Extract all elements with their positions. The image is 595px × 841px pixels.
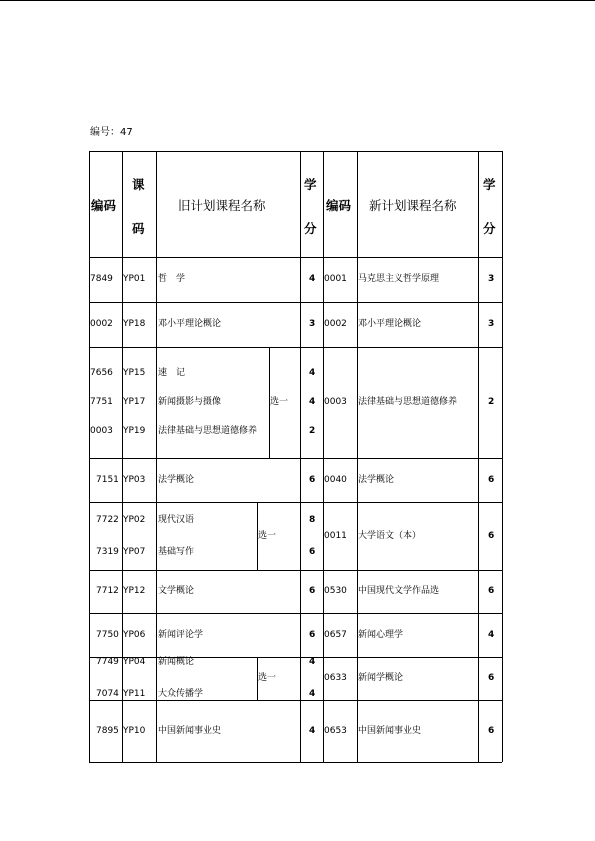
header-new-credit-top: 学 [483,177,496,192]
grid-line [122,151,123,762]
course-code: YP12 [123,586,146,596]
course-code: YP03 [123,474,146,485]
old-course-name: 文学概论 [158,586,195,596]
new-code: 0003 [324,397,347,407]
old-code: 7749 [96,657,119,667]
grid-line [89,257,502,258]
new-course-name: 法律基础与思想道德修养 [358,397,458,407]
course-code: YP07 [123,546,146,557]
old-credit: 2 [309,426,316,436]
new-credit: 3 [488,274,495,284]
new-code: 0657 [324,629,347,640]
new-credit: 6 [488,474,495,485]
old-code: 7751 [90,397,113,407]
old-credit: 8 [309,514,316,525]
course-code: YP02 [123,514,146,525]
course-code: YP17 [123,397,146,407]
header-old-code: 编码 [91,198,117,213]
grid-line [89,151,502,152]
old-code: 7656 [90,368,113,378]
new-course-name: 大学语文（本） [358,530,422,541]
grid-line [89,151,90,762]
header-old-credit-bottom: 分 [304,221,317,236]
header-new-code: 编码 [326,198,352,213]
old-credit: 6 [309,629,316,640]
old-code: 7712 [96,586,119,596]
top-rule [0,0,595,1]
header-old-credit-top: 学 [304,177,317,192]
grid-line [89,502,502,503]
course-code: YP19 [123,426,146,436]
header-new-credit-bottom: 分 [483,221,496,236]
new-code: 0040 [324,474,347,485]
old-course-name: 新闻概论 [158,657,195,667]
grid-line [89,762,502,763]
old-course-name: 现代汉语 [158,514,195,525]
grid-line [89,302,502,303]
new-course-name: 法学概论 [358,474,395,485]
header-old-name: 旧计划课程名称 [178,198,266,213]
grid-line [89,700,502,701]
old-code: 7849 [90,274,113,284]
course-code: YP15 [123,368,146,378]
new-code: 0001 [324,274,347,284]
old-course-name: 速 记 [158,368,186,378]
grid-line [89,458,502,459]
old-credit: 6 [309,586,316,596]
old-credit: 4 [309,397,316,407]
new-credit: 3 [488,319,495,329]
old-course-name: 中国新闻事业史 [158,725,222,736]
old-course-name: 新闻评论学 [158,629,204,640]
course-code: YP04 [123,657,146,667]
old-credit: 4 [309,368,316,378]
old-course-name: 邓小平理论概论 [158,319,222,329]
grid-line [300,151,301,762]
new-credit: 4 [488,629,495,640]
header-new-name: 新计划课程名称 [369,198,457,213]
new-code: 0653 [324,725,347,736]
course-code: YP06 [123,629,146,640]
old-code: 7722 [96,514,119,525]
old-course-name: 大众传播学 [158,689,204,699]
old-code: 7750 [96,629,119,640]
document-number: 编号：47 [90,127,133,138]
grid-line [89,570,502,571]
new-credit: 6 [488,586,495,596]
new-credit: 6 [488,530,495,541]
new-credit: 6 [488,673,495,683]
old-code: 7319 [96,546,119,557]
grid-line [323,151,324,762]
new-course-name: 中国新闻事业史 [358,725,422,736]
new-course-name: 新闻学概论 [358,673,404,683]
old-credit: 4 [309,689,316,699]
header-course-code-bottom: 码 [132,221,145,236]
grid-line [502,151,503,762]
old-code: 7895 [96,725,119,736]
choice-one-label: 选一 [258,673,277,683]
new-course-name: 中国现代文学作品选 [358,586,440,596]
new-code: 0011 [324,530,347,541]
new-code: 0530 [324,586,347,596]
old-course-name: 新闻摄影与摄像 [158,397,222,407]
grid-line [357,151,358,762]
old-course-name: 基础写作 [158,546,195,557]
choice-one-label: 选一 [270,397,289,407]
old-course-name: 法学概论 [158,474,195,485]
old-code: 0002 [90,319,113,329]
old-credit: 3 [309,319,316,329]
new-credit: 2 [488,397,495,407]
header-course-code-top: 课 [132,177,145,192]
grid-line [478,151,479,762]
old-credit: 6 [309,546,316,557]
old-code: 7151 [96,474,119,485]
course-code: YP11 [123,689,146,699]
course-code: YP01 [123,274,146,284]
new-course-name: 新闻心理学 [358,629,404,640]
grid-line [156,151,157,762]
new-course-name: 马克思主义哲学原理 [358,274,440,284]
old-credit: 4 [309,725,316,736]
old-credit: 6 [309,474,316,485]
course-code: YP10 [123,725,146,736]
new-course-name: 邓小平理论概论 [358,319,422,329]
choice-one-label: 选一 [258,530,277,541]
old-course-name: 哲 学 [158,274,186,284]
grid-line [89,347,502,348]
old-course-name: 法律基础与思想道德修养 [158,426,258,436]
new-code: 0002 [324,319,347,329]
old-credit: 4 [309,274,316,284]
new-code: 0633 [324,673,347,683]
course-code: YP18 [123,319,146,329]
old-code: 7074 [96,689,119,699]
old-credit: 4 [309,657,316,667]
new-credit: 6 [488,725,495,736]
old-code: 0003 [90,426,113,436]
grid-line [89,613,502,614]
grid-line [89,657,502,658]
